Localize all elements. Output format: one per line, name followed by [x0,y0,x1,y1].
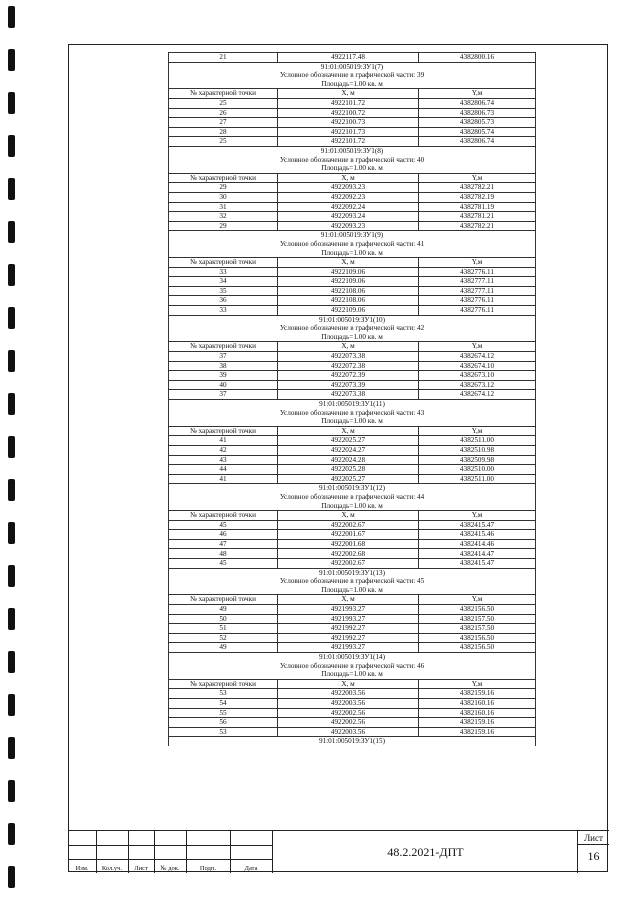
table-row [169,465,536,475]
header-y: Y,м [419,258,536,268]
point-number: 27 [169,118,278,128]
table-row [169,127,536,137]
section-area-row [169,80,536,89]
section-area: Площадь=1.00 кв. м [169,80,536,89]
point-number: 40 [169,380,278,390]
binding-mark [8,479,15,501]
point-number: 25 [169,137,278,147]
x-value: 4922101.73 [278,127,419,137]
point-number: 38 [169,361,278,371]
point-number: 37 [169,390,278,400]
binding-mark [8,6,15,28]
point-number: 56 [169,718,278,728]
section-legend: Условное обозначение в графической части: 40 [169,156,536,165]
x-value: 4922003.56 [278,689,419,699]
stamp-label: Изм. [75,865,89,872]
x-value: 4921993.27 [278,643,419,653]
table-row [169,698,536,708]
x-value: 4922108.06 [278,296,419,306]
table-row [169,539,536,549]
y-value: 4382415.47 [419,520,536,530]
table-row [169,221,536,231]
y-value: 4382414.46 [419,539,536,549]
x-value: 4922072.38 [278,361,419,371]
point-number: 37 [169,352,278,362]
stamp-label: Кол.уч. [101,865,123,872]
y-value: 4382511.00 [419,474,536,484]
x-value: 4922073.38 [278,352,419,362]
y-value: 4382805.73 [419,118,536,128]
section-area: Площадь=1.00 кв. м [169,502,536,511]
section-legend: Условное обозначение в графической части: 41 [169,240,536,249]
x-value: 4922001.67 [278,530,419,540]
y-value: 4382157.50 [419,614,536,624]
section-legend: Условное обозначение в графической части: 43 [169,409,536,418]
section-id: 91:01:005019:ЗУ1(14) [169,653,536,662]
y-value: 4382806.73 [419,108,536,118]
y-value: 4382160.16 [419,698,536,708]
y-value: 4382510.98 [419,445,536,455]
table-row [169,296,536,306]
y-value: 4382776.11 [419,296,536,306]
sheet-box [577,830,609,873]
table-row [169,718,536,728]
x-value: 4922002.56 [278,708,419,718]
column-header-row [169,679,536,689]
table-row [169,727,536,737]
x-value: 4922003.56 [278,727,419,737]
section-area-row [169,417,536,426]
table-row [169,118,536,128]
section-area-row [169,164,536,173]
y-value: 4382800.16 [419,53,536,63]
table-row [169,455,536,465]
point-number: 49 [169,605,278,615]
point-number: 30 [169,192,278,202]
table-row [169,474,536,484]
section-id-row [169,62,536,71]
point-number: 36 [169,296,278,306]
section-area: Площадь=1.00 кв. м [169,417,536,426]
x-value: 4922093.24 [278,212,419,222]
y-value: 4382806.74 [419,98,536,108]
header-point: № характерной точки [169,426,278,436]
point-number: 53 [169,689,278,699]
binding-mark [8,350,15,372]
point-number: 41 [169,436,278,446]
section-legend: Условное обозначение в графической части: 45 [169,577,536,586]
point-number: 29 [169,183,278,193]
x-value: 4922002.67 [278,559,419,569]
x-value: 4922025.28 [278,465,419,475]
point-number: 42 [169,445,278,455]
y-value: 4382776.11 [419,267,536,277]
binding-mark [8,608,15,630]
header-point: № характерной точки [169,342,278,352]
sheet-label: Лист [578,833,609,845]
section-legend-row [169,240,536,249]
header-x: X, м [278,679,419,689]
table-row [169,306,536,316]
section-legend: Условное обозначение в графической части: 46 [169,662,536,671]
binding-mark [8,522,15,544]
section-legend: Условное обозначение в графической части: 39 [169,71,536,80]
x-value: 4922108.06 [278,286,419,296]
x-value: 4922109.06 [278,277,419,287]
binding-mark [8,135,15,157]
point-number: 32 [169,212,278,222]
column-header-row [169,173,536,183]
table-row [169,380,536,390]
header-y: Y,м [419,89,536,99]
table-row [169,643,536,653]
binding-mark [8,694,15,716]
binding-mark [8,436,15,458]
table-row [169,624,536,634]
section-id: 91:01:005019:ЗУ1(11) [169,399,536,408]
section-id-row [169,568,536,577]
table-row [169,277,536,287]
stamp-label: Лист [134,865,148,872]
binding-mark [8,780,15,802]
header-y: Y,м [419,173,536,183]
x-value: 4922100.73 [278,118,419,128]
y-value: 4382510.00 [419,465,536,475]
x-value: 4922002.67 [278,520,419,530]
column-header-row [169,258,536,268]
section-legend-row [169,156,536,165]
table-row [169,633,536,643]
header-point: № характерной точки [169,679,278,689]
y-value: 4382415.46 [419,530,536,540]
table-row [169,605,536,615]
y-value: 4382805.74 [419,127,536,137]
table-row [169,137,536,147]
y-value: 4382781.21 [419,212,536,222]
x-value: 4922024.27 [278,445,419,455]
table-row [169,708,536,718]
point-number: 50 [169,614,278,624]
x-value: 4922025.27 [278,474,419,484]
y-value: 4382674.12 [419,390,536,400]
y-value: 4382156.50 [419,633,536,643]
header-y: Y,м [419,426,536,436]
table-row [169,267,536,277]
binding-mark [8,221,15,243]
section-legend-row [169,577,536,586]
table-row [169,520,536,530]
point-number: 26 [169,108,278,118]
header-point: № характерной точки [169,595,278,605]
table-row [169,352,536,362]
x-value: 4922100.72 [278,108,419,118]
header-x: X, м [278,595,419,605]
y-value: 4382674.10 [419,361,536,371]
table-row [169,212,536,222]
x-value: 4922025.27 [278,436,419,446]
section-area-row [169,670,536,679]
y-value: 4382156.50 [419,605,536,615]
table-row [169,530,536,540]
section-id-row [169,146,536,155]
section-id-row [169,399,536,408]
table-row [169,108,536,118]
table-row [169,614,536,624]
point-number: 44 [169,465,278,475]
x-value: 4922093.23 [278,183,419,193]
x-value: 4921992.27 [278,633,419,643]
y-value: 4382674.12 [419,352,536,362]
document-code: 48.2.2021-ДПТ [272,830,578,873]
table-row [169,286,536,296]
section-area: Площадь=1.00 кв. м [169,670,536,679]
section-legend: Условное обозначение в графической части: 42 [169,324,536,333]
x-value: 4922109.06 [278,306,419,316]
header-y: Y,м [419,342,536,352]
y-value: 4382511.00 [419,436,536,446]
y-value: 4382673.12 [419,380,536,390]
section-legend-row [169,324,536,333]
section-area: Площадь=1.00 кв. м [169,164,536,173]
section-area: Площадь=1.00 кв. м [169,333,536,342]
x-value: 4922072.39 [278,371,419,381]
x-value: 4922092.23 [278,192,419,202]
section-legend-row [169,662,536,671]
table-row [169,183,536,193]
header-x: X, м [278,89,419,99]
header-y: Y,м [419,511,536,521]
x-value: 4922101.72 [278,137,419,147]
point-number: 28 [169,127,278,137]
section-id-row [169,315,536,324]
stamp-label: № док. [160,865,180,872]
point-number: 33 [169,267,278,277]
point-number: 51 [169,624,278,634]
section-id: 91:01:005019:ЗУ1(7) [169,62,536,71]
header-x: X, м [278,511,419,521]
y-value: 4382781.19 [419,202,536,212]
x-value: 4922093.23 [278,221,419,231]
point-number: 54 [169,698,278,708]
x-value: 4922073.39 [278,380,419,390]
binding-mark [8,49,15,71]
x-value: 4922117.48 [278,53,419,63]
section-id-row [169,484,536,493]
sheet-number: 16 [587,849,600,863]
table-row [169,689,536,699]
column-header-row [169,595,536,605]
column-header-row [169,511,536,521]
point-number: 48 [169,549,278,559]
revision-grid [68,830,272,873]
x-value: 4922002.68 [278,549,419,559]
section-area: Площадь=1.00 кв. м [169,586,536,595]
header-x: X, м [278,258,419,268]
header-y: Y,м [419,595,536,605]
point-number: 53 [169,727,278,737]
section-area: Площадь=1.00 кв. м [169,248,536,257]
table-row [169,53,536,63]
binding-mark [8,393,15,415]
binding-mark [8,92,15,114]
y-value: 4382157.50 [419,624,536,634]
table-row [169,361,536,371]
point-number: 47 [169,539,278,549]
table-row [169,202,536,212]
header-point: № характерной точки [169,89,278,99]
point-number: 21 [169,53,278,63]
y-value: 4382776.11 [419,306,536,316]
x-value: 4922101.72 [278,98,419,108]
point-number: 45 [169,520,278,530]
x-value: 4921993.27 [278,614,419,624]
stamp-label: Подп. [199,865,217,872]
y-value: 4382782.21 [419,221,536,231]
y-value: 4382782.21 [419,183,536,193]
section-legend-row [169,493,536,502]
section-id: 91:01:005019:ЗУ1(13) [169,568,536,577]
point-number: 46 [169,530,278,540]
y-value: 4382159.16 [419,718,536,728]
stamp-label: Дата [244,865,258,872]
binding-mark [8,823,15,845]
column-header-row [169,426,536,436]
binding-mark [8,307,15,329]
section-id: 91:01:005019:ЗУ1(9) [169,231,536,240]
y-value: 4382806.74 [419,137,536,147]
section-legend-row [169,409,536,418]
y-value: 4382777.11 [419,286,536,296]
section-legend-row [169,71,536,80]
title-block [68,830,608,872]
section-area-row [169,502,536,511]
header-y: Y,м [419,679,536,689]
y-value: 4382159.16 [419,727,536,737]
section-id-row [169,653,536,662]
x-value: 4922024.28 [278,455,419,465]
column-header-row [169,89,536,99]
section-id: 91:01:005019:ЗУ1(8) [169,146,536,155]
section-id: 91:01:005019:ЗУ1(15) [169,737,536,746]
point-number: 43 [169,455,278,465]
header-x: X, м [278,426,419,436]
section-area-row [169,333,536,342]
x-value: 4921993.27 [278,605,419,615]
point-number: 49 [169,643,278,653]
header-point: № характерной точки [169,258,278,268]
table-row [169,192,536,202]
point-number: 41 [169,474,278,484]
x-value: 4922109.06 [278,267,419,277]
y-value: 4382777.11 [419,277,536,287]
table-row [169,390,536,400]
section-id: 91:01:005019:ЗУ1(12) [169,484,536,493]
x-value: 4922003.56 [278,698,419,708]
x-value: 4922073.38 [278,390,419,400]
y-value: 4382509.98 [419,455,536,465]
x-value: 4922092.24 [278,202,419,212]
y-value: 4382414.47 [419,549,536,559]
x-value: 4922001.68 [278,539,419,549]
section-area-row [169,248,536,257]
x-value: 4922002.56 [278,718,419,728]
table-row [169,559,536,569]
binding-mark [8,178,15,200]
y-value: 4382160.16 [419,708,536,718]
y-value: 4382156.50 [419,643,536,653]
point-number: 29 [169,221,278,231]
y-value: 4382782.19 [419,192,536,202]
table-row [169,371,536,381]
y-value: 4382159.16 [419,689,536,699]
point-number: 45 [169,559,278,569]
point-number: 52 [169,633,278,643]
point-number: 39 [169,371,278,381]
section-area-row [169,586,536,595]
column-header-row [169,342,536,352]
binding-mark [8,565,15,587]
binding-marks [0,0,28,905]
binding-mark [8,264,15,286]
y-value: 4382673.10 [419,371,536,381]
point-number: 55 [169,708,278,718]
section-id: 91:01:005019:ЗУ1(10) [169,315,536,324]
x-value: 4921992.27 [278,624,419,634]
header-point: № характерной точки [169,173,278,183]
table-row [169,549,536,559]
table-row [169,445,536,455]
section-id-row [169,231,536,240]
point-number: 33 [169,306,278,316]
point-number: 34 [169,277,278,287]
section-id-row [169,737,536,746]
binding-mark [8,866,15,888]
header-x: X, м [278,342,419,352]
binding-mark [8,737,15,759]
binding-mark [8,651,15,673]
point-number: 35 [169,286,278,296]
y-value: 4382415.47 [419,559,536,569]
coordinates-table [168,52,536,746]
table-row [169,98,536,108]
header-point: № характерной точки [169,511,278,521]
section-legend: Условное обозначение в графической части: 44 [169,493,536,502]
point-number: 31 [169,202,278,212]
point-number: 25 [169,98,278,108]
header-x: X, м [278,173,419,183]
table-row [169,436,536,446]
